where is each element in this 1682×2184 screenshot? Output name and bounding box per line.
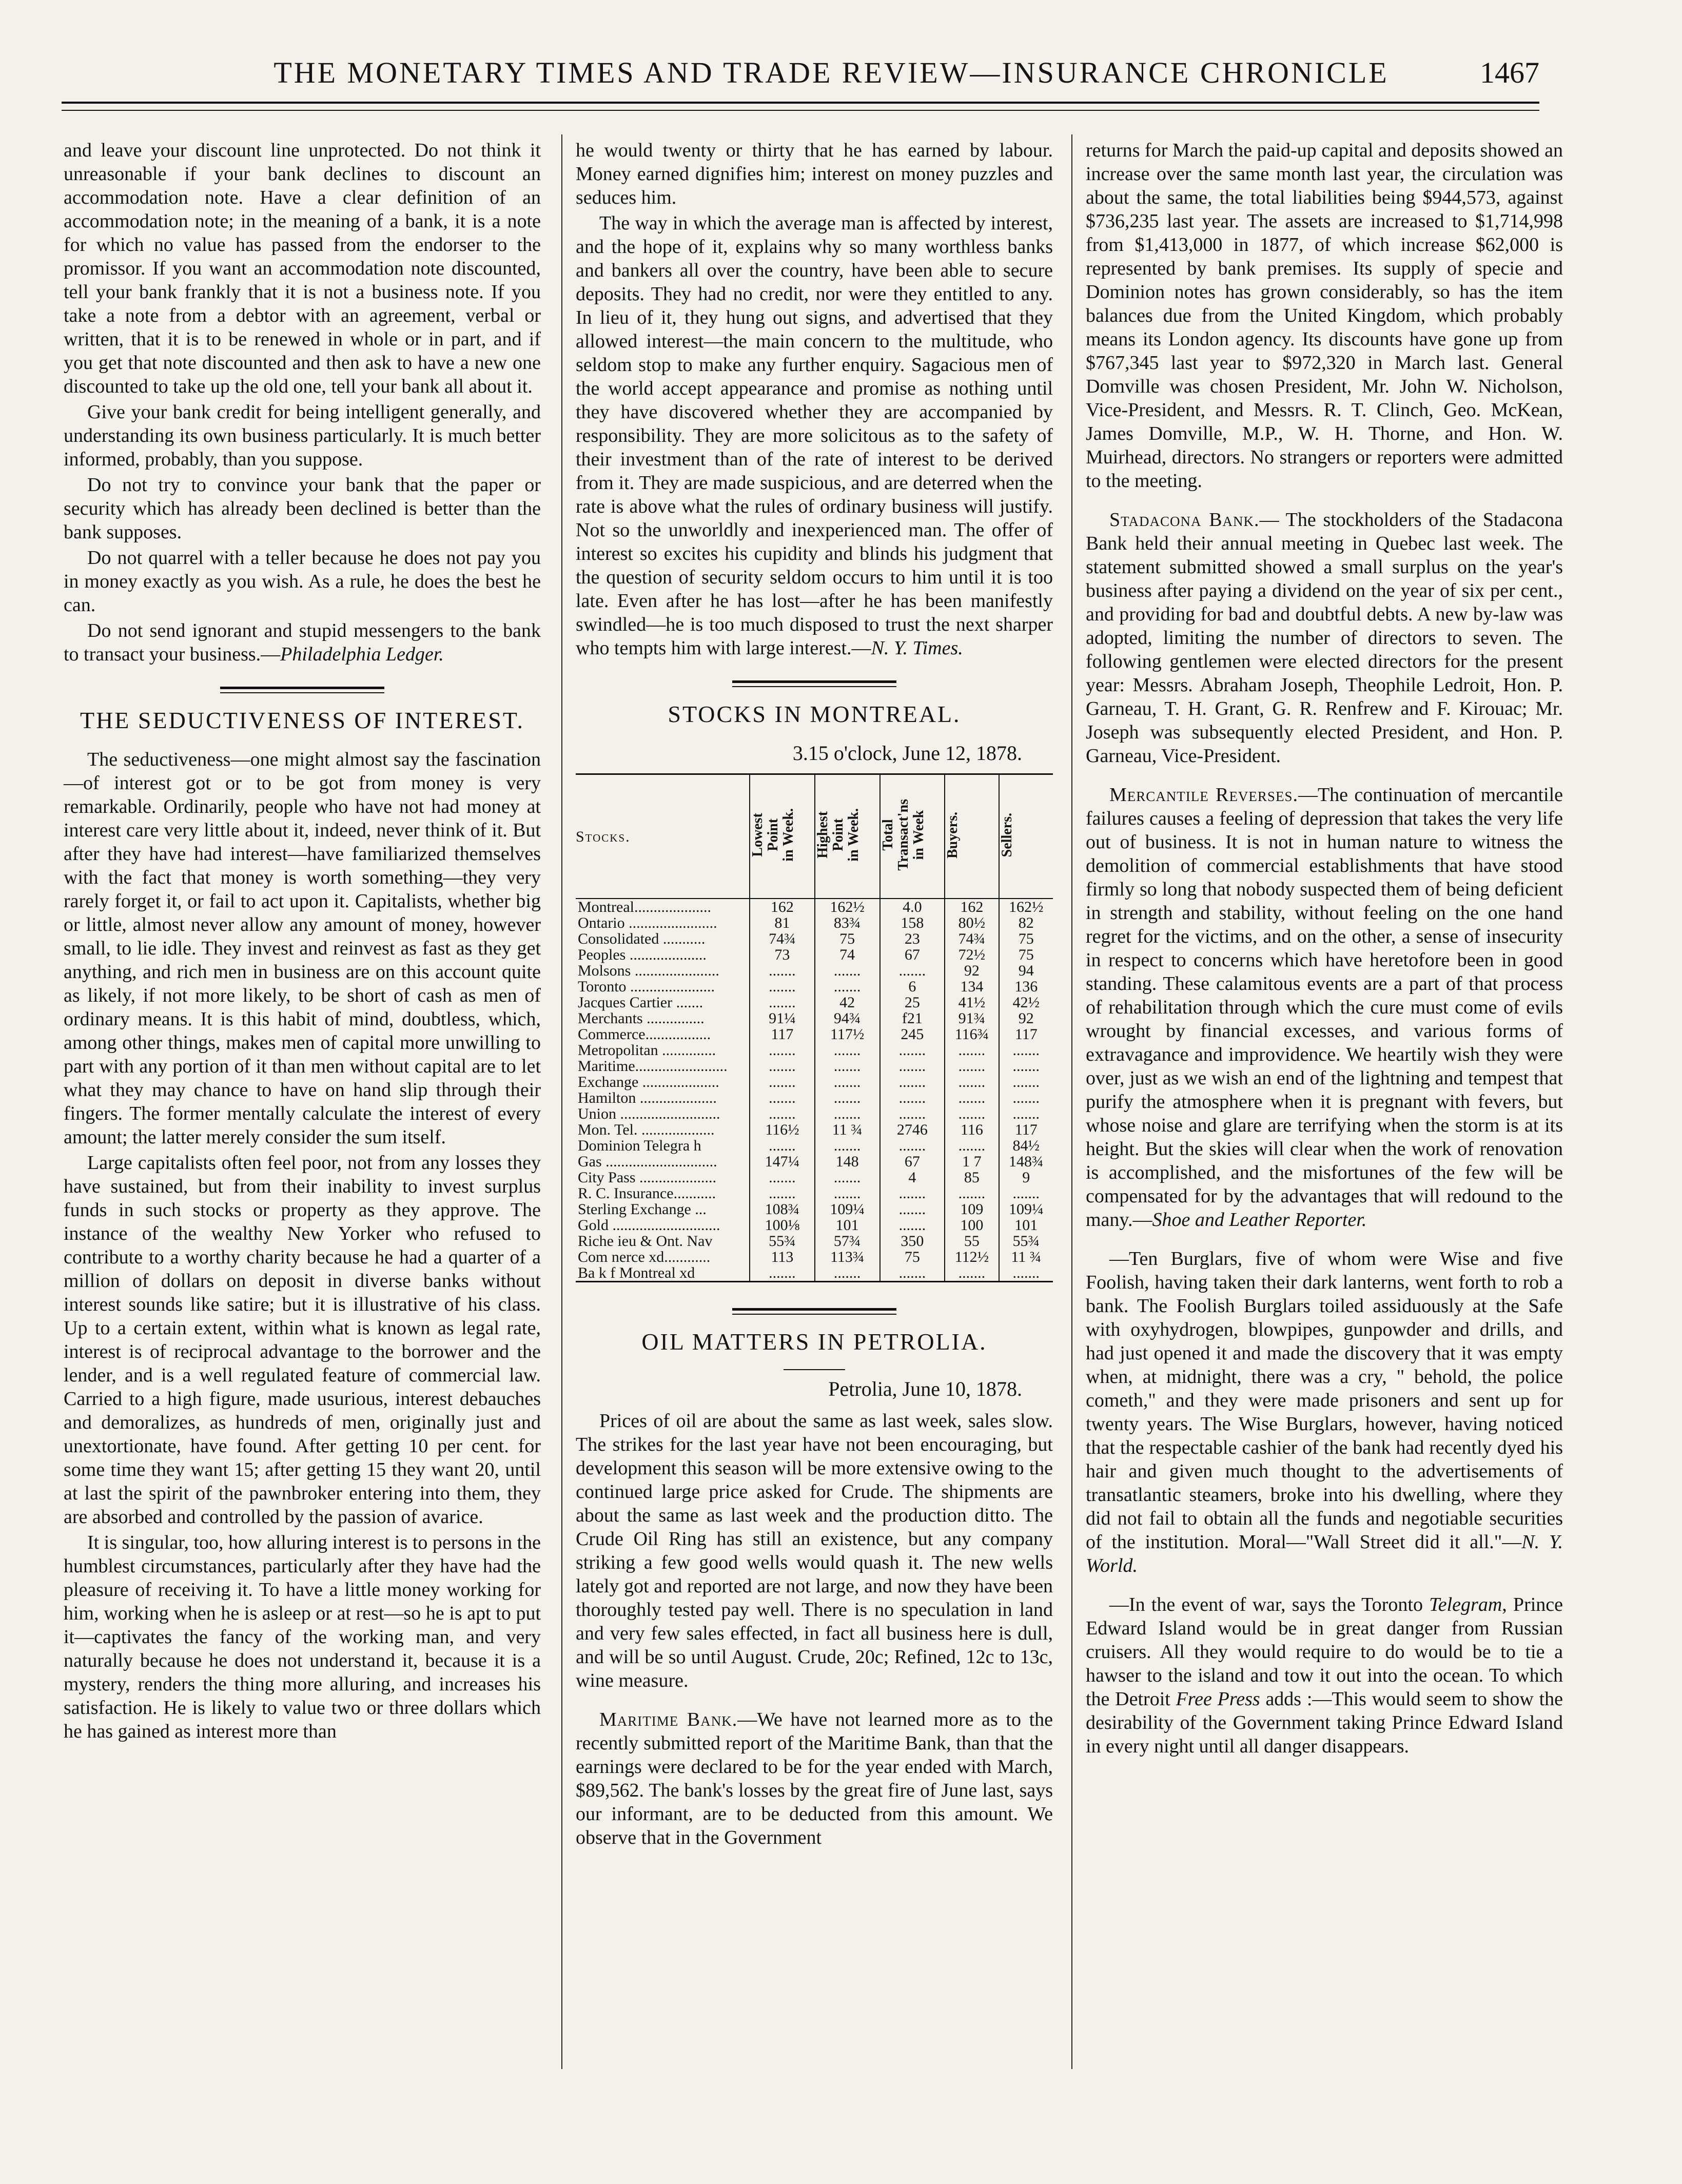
paragraph-text: adds :—This would seem to show the desirability of the Government taking Prince Edward Island in every night until all danger disappears. — [1086, 1688, 1563, 1757]
lowest-point-cell: ....... — [750, 1185, 815, 1201]
stock-name-cell: Metropolitan .............. — [578, 1042, 716, 1059]
page-header — [62, 55, 1539, 96]
paragraph: Give your bank credit for being intelligent generally, and understanding its own business particularly. It is much better informed, probably, than you suppose. — [64, 401, 541, 470]
buyers-cell: 41½ — [945, 995, 999, 1010]
highest-point-cell: 109¼ — [815, 1201, 880, 1217]
table-row — [576, 931, 1053, 947]
sellers-cell: ....... — [999, 1265, 1053, 1282]
paragraph-lead: Stadacona Bank. — [1109, 509, 1260, 531]
buyers-cell: ....... — [945, 1106, 999, 1122]
lowest-point-cell: 116½ — [750, 1122, 815, 1138]
buyers-cell: 109 — [945, 1201, 999, 1217]
total-transactions-cell: 158 — [880, 915, 945, 931]
col-header-lowest: Lowest Point in Week. — [750, 774, 815, 899]
paragraph — [1086, 1593, 1563, 1758]
paragraph: It is singular, too, how alluring interest is to persons in the humblest circumstances, particularly after they have had the pleasure of receiving it. To have a little money working for him, working when he is asleep or at rest—so he is apt to put it—captivates the fancy of the working man, and very naturally because he does not understand it, because it is a mystery, renders the thing more alluring, and increases his satisfaction. He is likely to value two or three dollars which he has gained as interest more than — [64, 1532, 541, 1742]
paragraph-text: —In the event of war, says the Toronto — [1109, 1594, 1430, 1615]
buyers-cell: 1 7 — [945, 1154, 999, 1169]
stock-name-cell: City Pass .................... — [578, 1169, 717, 1186]
buyers-cell: 116 — [945, 1122, 999, 1138]
stock-name-cell: Com nerce xd............ — [578, 1249, 711, 1265]
lowest-point-cell: ....... — [750, 1042, 815, 1058]
paragraph-text: Do not send ignorant and stupid messengers to the bank to transact your business.— — [64, 620, 541, 665]
total-transactions-cell: f21 — [880, 1010, 945, 1026]
sellers-cell: 11 ¾ — [999, 1249, 1053, 1265]
sellers-cell: ....... — [999, 1185, 1053, 1201]
buyers-cell: 100 — [945, 1217, 999, 1233]
lowest-point-cell: ....... — [750, 995, 815, 1010]
stock-name-cell: R. C. Insurance........... — [578, 1185, 716, 1202]
lowest-point-cell: ....... — [750, 1074, 815, 1090]
highest-point-cell: ....... — [815, 979, 880, 995]
buyers-cell: 91¾ — [945, 1010, 999, 1026]
table-row — [576, 1026, 1053, 1042]
table-row — [576, 1249, 1053, 1265]
total-transactions-cell: 25 — [880, 995, 945, 1010]
table-row — [576, 1106, 1053, 1122]
total-transactions-cell: ....... — [880, 1106, 945, 1122]
table-row — [576, 1185, 1053, 1201]
total-transactions-cell: ....... — [880, 1042, 945, 1058]
paragraph-text: —We have not learned more as to the recently submitted report of the Maritime Bank, than that the earnings were declared to be for the year ended with March, $89,562. The bank's losses by the great fire of June last, says our informant, are to be deducted from this amount. We observe that in the Government — [576, 1709, 1053, 1848]
highest-point-cell: 83¾ — [815, 915, 880, 931]
lowest-point-cell: 117 — [750, 1026, 815, 1042]
paragraph-lead: Maritime Bank. — [599, 1709, 738, 1730]
highest-point-cell: 148 — [815, 1154, 880, 1169]
total-transactions-cell: 350 — [880, 1233, 945, 1249]
highest-point-cell: ....... — [815, 1138, 880, 1154]
paragraph: Do not try to convince your bank that the paper or security which has already been declined is better than the bank supposes. — [64, 474, 541, 543]
column-rule-2 — [1071, 134, 1072, 2069]
oil-heading: OIL MATTERS IN PETROLIA. — [641, 1329, 987, 1355]
source-credit: N. Y. World. — [1086, 1531, 1563, 1576]
lowest-point-cell: ....... — [750, 1138, 815, 1154]
sellers-cell: 162½ — [999, 899, 1053, 915]
highest-point-cell: ....... — [815, 1169, 880, 1185]
highest-point-cell: 117½ — [815, 1026, 880, 1042]
section-divider — [732, 1308, 896, 1315]
buyers-cell: 55 — [945, 1233, 999, 1249]
highest-point-cell: ....... — [815, 1042, 880, 1058]
stocks-dateline: 3.15 o'clock, June 12, 1878. — [792, 742, 1022, 765]
highest-point-cell: ....... — [815, 1106, 880, 1122]
paragraph-text: —The continuation of mercantile failures causes a feeling of depression that takes the very life out of business. It is not in human nature to witness the demolition of commercial establishments that have stood firmly so long that nobody suspected them of being deficient in strength and stability, without feeling on the one hand regret for the victims, and on the other, a sense of insecurity in respect to concerns which have heretofore been in good standing. These calamitous events are a part of that process of rehabilitation through which the cure must come of evils wrought by financial excesses, and various forms of extravagance and improvidence. We heartily wish they were over, just as we wish an end of the lightning and tempest that purify the atmosphere when it is pregnant with fevers, but whose noise and glare are terrifying when the storm is at its height. But the skies will clear when the work of renovation is accomplished, and the misfortunes of the few will be compensated for by the advantages that will redound to the many.— — [1086, 784, 1563, 1231]
sellers-cell: 75 — [999, 947, 1053, 963]
highest-point-cell: ....... — [815, 1265, 880, 1282]
page-number: 1467 — [1480, 56, 1539, 89]
stock-name-cell: Montreal.................... — [578, 899, 711, 915]
source-credit: Philadelphia Ledger. — [280, 644, 444, 665]
buyers-cell: ....... — [945, 1265, 999, 1282]
sellers-cell: ....... — [999, 1074, 1053, 1090]
table-row — [576, 1074, 1053, 1090]
buyers-cell: ....... — [945, 1138, 999, 1154]
total-transactions-cell: 75 — [880, 1249, 945, 1265]
lowest-point-cell: 81 — [750, 915, 815, 931]
paragraph-lead: Mercantile Reverses. — [1109, 784, 1298, 806]
lowest-point-cell: ....... — [750, 979, 815, 995]
table-row — [576, 1090, 1053, 1106]
table-row — [576, 963, 1053, 979]
sellers-cell: 136 — [999, 979, 1053, 995]
stock-name-cell: Molsons ...................... — [578, 962, 719, 979]
source-credit: N. Y. Times. — [871, 637, 963, 659]
table-row — [576, 1122, 1053, 1138]
lowest-point-cell: 55¾ — [750, 1233, 815, 1249]
table-row — [576, 1265, 1053, 1282]
stock-name-cell: Gas ............................. — [578, 1153, 717, 1170]
total-transactions-cell: ....... — [880, 1138, 945, 1154]
table-row — [576, 979, 1053, 995]
lowest-point-cell: ....... — [750, 1058, 815, 1074]
paragraph: The seductiveness—one might almost say the fascination—of interest got or to be got from money is very remarkable. Ordinarily, people who have not had money at interest care very little about it, indeed, never think of it. But after they have had interest—have familiarized themselves with the fact that money is worth something—they very rarely forget it, or fail to act upon it. Capitalists, whether big or little, almost never allow any amount of money, however small, to lie idle. They invest and reinvest as fast as they get anything, and rich men in business are on this account quite as likely, if not more likely, to be short of cash as men of ordinary means. It is this habit of mind, doubtless, which, among other things, makes men of capital more unwilling to part with any portion of it than men without capital are to let what they may chance to have on hand slip through their fingers. The former mentally calculate the interest of every amount; the latter merely consider the sum itself. — [64, 749, 541, 1148]
table-row — [576, 1201, 1053, 1217]
table-row — [576, 995, 1053, 1010]
lowest-point-cell: ....... — [750, 963, 815, 979]
stock-name-cell: Gold ............................ — [578, 1217, 720, 1234]
total-transactions-cell: 4 — [880, 1169, 945, 1185]
highest-point-cell: 75 — [815, 931, 880, 947]
header-rule-thin — [62, 110, 1539, 111]
short-divider — [784, 1369, 845, 1370]
highest-point-cell: 162½ — [815, 899, 880, 915]
paragraph — [576, 211, 1053, 660]
lowest-point-cell: 91¼ — [750, 1010, 815, 1026]
lowest-point-cell: ....... — [750, 1090, 815, 1106]
highest-point-cell: 57¾ — [815, 1233, 880, 1249]
sellers-cell: 94 — [999, 963, 1053, 979]
sellers-cell: ....... — [999, 1058, 1053, 1074]
lowest-point-cell: 108¾ — [750, 1201, 815, 1217]
buyers-cell: ....... — [945, 1058, 999, 1074]
sellers-cell: 75 — [999, 931, 1053, 947]
publication-name: Telegram — [1429, 1594, 1502, 1615]
table-row — [576, 1154, 1053, 1169]
lowest-point-cell: 113 — [750, 1249, 815, 1265]
highest-point-cell: ....... — [815, 1058, 880, 1074]
buyers-cell: 134 — [945, 979, 999, 995]
table-row — [576, 899, 1053, 915]
stocks-table — [576, 773, 1053, 1282]
paragraph — [1086, 508, 1563, 768]
buyers-cell: 72½ — [945, 947, 999, 963]
total-transactions-cell: ....... — [880, 1185, 945, 1201]
publication-name: Free Press — [1176, 1688, 1260, 1710]
sellers-cell: 84½ — [999, 1138, 1053, 1154]
sellers-cell: 101 — [999, 1217, 1053, 1233]
paragraph — [1086, 783, 1563, 1232]
paragraph-text: — The stockholders of the Stadacona Bank held their annual meeting in Quebec last week. The statement submitted showed a small surplus on the year's business after paying a dividend on the year of six per cent., and providing for bad and doubtful debts. A new by-law was adopted, limiting the number of directors to seven. The following gentlemen were elected directors for the present year: Messrs. Abraham Joseph, Theophile Ledroit, Hon. P. Garneau, T. H. Grant, G. R. Renfrew and F. Kirouac; Mr. Joseph was subsequently elected President, and Hon. P. Garneau, Vice-President. — [1086, 509, 1563, 767]
col-header-stocks: Stocks. — [576, 774, 750, 899]
sellers-cell: ....... — [999, 1042, 1053, 1058]
buyers-cell: 92 — [945, 963, 999, 979]
stocks-header-row — [576, 774, 1053, 899]
table-row — [576, 1217, 1053, 1233]
col-header-sellers: Sellers. — [999, 774, 1053, 899]
buyers-cell: 116¾ — [945, 1026, 999, 1042]
stock-name-cell: Sterling Exchange ... — [578, 1201, 707, 1218]
highest-point-cell: 11 ¾ — [815, 1122, 880, 1138]
buyers-cell: 112½ — [945, 1249, 999, 1265]
paragraph: Do not quarrel with a teller because he does not pay you in money exactly as you wish. As a rule, he does the best he can. — [64, 547, 541, 616]
total-transactions-cell: ....... — [880, 1201, 945, 1217]
sellers-cell: 92 — [999, 1010, 1053, 1026]
column-1 — [64, 139, 541, 1745]
lowest-point-cell: 73 — [750, 947, 815, 963]
highest-point-cell: 101 — [815, 1217, 880, 1233]
sellers-cell: 9 — [999, 1169, 1053, 1185]
buyers-cell: 85 — [945, 1169, 999, 1185]
lowest-point-cell: 162 — [750, 899, 815, 915]
paragraph: Prices of oil are about the same as last week, sales slow. The strikes for the last year have not been encouraging, but development this season will be more extensive owing to the continued large price asked for Crude. The shipments are about the same as last week and the production ditto. The Crude Oil Ring has still an existence, but any company striking a few good wells would quash it. The new wells lately got and reported are not large, and now they have been thoroughly tested pay well. There is no speculation in land and very few sales effected, in fact all business here is dull, and will be so until August. Crude, 20c; Refined, 12c to 13c, wine measure. — [576, 1410, 1053, 1691]
table-row — [576, 1169, 1053, 1185]
paragraph: and leave your discount line unprotected. Do not think it unreasonable if your bank declines to discount an accommodation note. Have a clear definition of an accommodation note; in the meaning of a bank, it is a note for which no value has passed from the endorser to the promissor. If you want an accommodation note discounted, tell your bank frankly that it is not a business note. If you take a note from a debtor with an agreement, verbal or written, that it is to be renewed in whole or in part, and if you get that note discounted and then ask to have a new one discounted to take up the old one, tell your bank all about it. — [64, 140, 541, 397]
stock-name-cell: Toronto ...................... — [578, 978, 715, 995]
table-row — [576, 1042, 1053, 1058]
running-head: THE MONETARY TIMES AND TRADE REVIEW—INSURANCE CHRONICLE — [273, 56, 1389, 89]
stock-name-cell: Dominion Telegra h — [578, 1137, 701, 1154]
total-transactions-cell: 23 — [880, 931, 945, 947]
paragraph: returns for March the paid-up capital and deposits showed an increase over the same month last year, the circulation was about the same, the total liabilities being $944,573, against $736,235 last year. The assets are increased to $1,714,998 from $1,413,000 in 1877, of which increase $62,000 is represented by bank premises. Its supply of specie and Dominion notes has grown considerably, so has the item balances due from the United Kingdom, which probably means its London agency. Its discounts have gone up from $767,345 last year to $972,320 in March last. General Domville was chosen President, Mr. John W. Nicholson, Vice-President, and Messrs. R. T. Clinch, Geo. McKean, James Domville, M.P., W. H. Thorne, and Hon. W. Muirhead, directors. No strangers or reporters were admitted to the meeting. — [1086, 140, 1563, 492]
stock-name-cell: Ba k f Montreal xd — [578, 1264, 695, 1281]
table-row — [576, 1010, 1053, 1026]
stock-name-cell: Exchange .................... — [578, 1074, 719, 1090]
section-divider — [732, 680, 896, 687]
paragraph: Large capitalists often feel poor, not from any losses they have sustained, but from their inability to invest surplus funds in such stocks or property as they approve. The instance of the wealthy New Yorker who refused to contribute to a worthy charity because he had a quarter of a million of dollars on deposit in diverse banks without interest sounds like satire; but it is illustrative of his class. Up to a certain extent, within what is known as legal rate, interest is of reciprocal advantage to the borrower and the lender, and is a well regulated feature of commercial law. Carried to a high figure, made usurious, interest debauches and demoralizes, as hundreds of men, originally just and unextortionate, have found. After getting 10 per cent. for some time they want 15; after getting 15 they want 20, until at last the spirit of the pawnbroker entering into them, they are absorbed and controlled by the passion of avarice. — [64, 1152, 541, 1528]
sellers-cell: 42½ — [999, 995, 1053, 1010]
section-divider — [220, 687, 384, 693]
stock-name-cell: Ontario ....................... — [578, 914, 717, 931]
header-rule — [62, 102, 1539, 104]
table-row — [576, 915, 1053, 931]
highest-point-cell: ....... — [815, 963, 880, 979]
stock-name-cell: Mon. Tel. ................... — [578, 1121, 715, 1138]
paragraph: he would twenty or thirty that he has earned by labour. Money earned dignifies him; interest on money puzzles and seduces him. — [576, 140, 1053, 208]
lowest-point-cell: ....... — [750, 1265, 815, 1282]
paragraph-text: , Prince Edward Island would be in great danger from Russian cruisers. All they would require to do would be to tie a hawser to the island and tow it out into the ocean. To which the Detroit — [1086, 1594, 1563, 1710]
lowest-point-cell: 100⅛ — [750, 1217, 815, 1233]
paragraph — [64, 619, 541, 666]
lowest-point-cell: ....... — [750, 1169, 815, 1185]
paragraph-text: —Ten Burglars, five of whom were Wise and five Foolish, having taken their dark lanterns, went forth to rob a bank. The Foolish Burglars toiled assiduously at the Safe with oxyhydrogen, blowpipes, gunpowder and drills, and had just opened it and made the discovery that it was empty when, at midnight, there was a cry, " behold, the police cometh," and they were made prisoners and sent up for twenty years. The Wise Burglars, however, having noticed that the respectable cashier of the bank had recently dyed his hair and given much thought to the advertisements of transatlantic steamers, broke into his dwelling, where they did not fail to obtain all the funds and negotiable securities of the institution. Moral—"Wall Street did it all."— — [1086, 1248, 1563, 1553]
highest-point-cell: 113¾ — [815, 1249, 880, 1265]
article-heading: THE SEDUCTIVENESS OF INTEREST. — [80, 707, 525, 733]
total-transactions-cell: ....... — [880, 1217, 945, 1233]
column-3 — [1086, 139, 1563, 1760]
col-header-transactions: Total Transact'ns in Week — [880, 774, 945, 899]
stock-name-cell: Jacques Cartier ....... — [578, 994, 703, 1011]
sellers-cell: 148¾ — [999, 1154, 1053, 1169]
total-transactions-cell: 2746 — [880, 1122, 945, 1138]
stock-name-cell: Peoples .................... — [578, 946, 707, 963]
buyers-cell: ....... — [945, 1042, 999, 1058]
sellers-cell: 117 — [999, 1026, 1053, 1042]
stock-name-cell: Merchants ............... — [578, 1010, 705, 1027]
oil-dateline: Petrolia, June 10, 1878. — [828, 1377, 1022, 1400]
sellers-cell: 109¼ — [999, 1201, 1053, 1217]
highest-point-cell: ....... — [815, 1090, 880, 1106]
total-transactions-cell: 67 — [880, 1154, 945, 1169]
table-row — [576, 1058, 1053, 1074]
total-transactions-cell: 67 — [880, 947, 945, 963]
highest-point-cell: 94¾ — [815, 1010, 880, 1026]
stocks-heading: STOCKS IN MONTREAL. — [668, 701, 961, 727]
highest-point-cell: 74 — [815, 947, 880, 963]
highest-point-cell: ....... — [815, 1185, 880, 1201]
paragraph — [1086, 1247, 1563, 1577]
col-header-highest: Highest Point in Week. — [815, 774, 880, 899]
sellers-cell: ....... — [999, 1090, 1053, 1106]
total-transactions-cell: 245 — [880, 1026, 945, 1042]
buyers-cell: 162 — [945, 899, 999, 915]
lowest-point-cell: 147¼ — [750, 1154, 815, 1169]
stock-name-cell: Maritime........................ — [578, 1058, 728, 1075]
table-row — [576, 947, 1053, 963]
paragraph — [576, 1708, 1053, 1849]
table-row — [576, 1233, 1053, 1249]
total-transactions-cell: ....... — [880, 963, 945, 979]
buyers-cell: ....... — [945, 1185, 999, 1201]
total-transactions-cell: ....... — [880, 1074, 945, 1090]
stock-name-cell: Union .......................... — [578, 1105, 720, 1122]
paragraph-text: The way in which the average man is affected by interest, and the hope of it, explains why so many worthless banks and bankers all over the country, have been able to secure deposits. They had no credit, nor were they entitled to any. In lieu of it, they hung out signs, and advertised that they allowed interest—the main concern to the multitude, who seldom stop to make any further enquiry. Sagacious men of the world accept appearance and promise as nothing until they have discovered whether they are accompanied by responsibility. They are more solicitous as to the safety of their investment than of the rate of interest to be derived from it. They are made suspicious, and are deterred when the rate is above what the rules of ordinary business will justify. Not so the unworldly and inexperienced man. The offer of interest so excites his cupidity and blinds his judgment that the question of security seldom occurs to him until it is too late. Even after he has lost—after he has been manifestly swindled—he is too much disposed to trust the next sharper who tempts him with large interest.— — [576, 212, 1053, 659]
stock-name-cell: Commerce................. — [578, 1026, 711, 1043]
total-transactions-cell: ....... — [880, 1265, 945, 1282]
highest-point-cell: ....... — [815, 1074, 880, 1090]
stock-name-cell: Hamilton .................... — [578, 1089, 717, 1106]
table-row — [576, 1138, 1053, 1154]
total-transactions-cell: 6 — [880, 979, 945, 995]
total-transactions-cell: 4.0 — [880, 899, 945, 915]
total-transactions-cell: ....... — [880, 1058, 945, 1074]
sellers-cell: 117 — [999, 1122, 1053, 1138]
column-rule-1 — [561, 134, 562, 2069]
buyers-cell: 80½ — [945, 915, 999, 931]
stock-name-cell: Riche ieu & Ont. Nav — [578, 1233, 713, 1250]
stock-name-cell: Consolidated ........... — [578, 930, 706, 947]
lowest-point-cell: ....... — [750, 1106, 815, 1122]
column-2 — [576, 139, 1053, 1851]
sellers-cell: 82 — [999, 915, 1053, 931]
stocks-table-body — [576, 899, 1053, 1282]
buyers-cell: 74¾ — [945, 931, 999, 947]
source-credit: Shoe and Leather Reporter. — [1152, 1209, 1367, 1231]
buyers-cell: ....... — [945, 1074, 999, 1090]
total-transactions-cell: ....... — [880, 1090, 945, 1106]
highest-point-cell: 42 — [815, 995, 880, 1010]
sellers-cell: 55¾ — [999, 1233, 1053, 1249]
lowest-point-cell: 74¾ — [750, 931, 815, 947]
buyers-cell: ....... — [945, 1090, 999, 1106]
col-header-buyers: Buyers. — [945, 774, 999, 899]
sellers-cell: ....... — [999, 1106, 1053, 1122]
